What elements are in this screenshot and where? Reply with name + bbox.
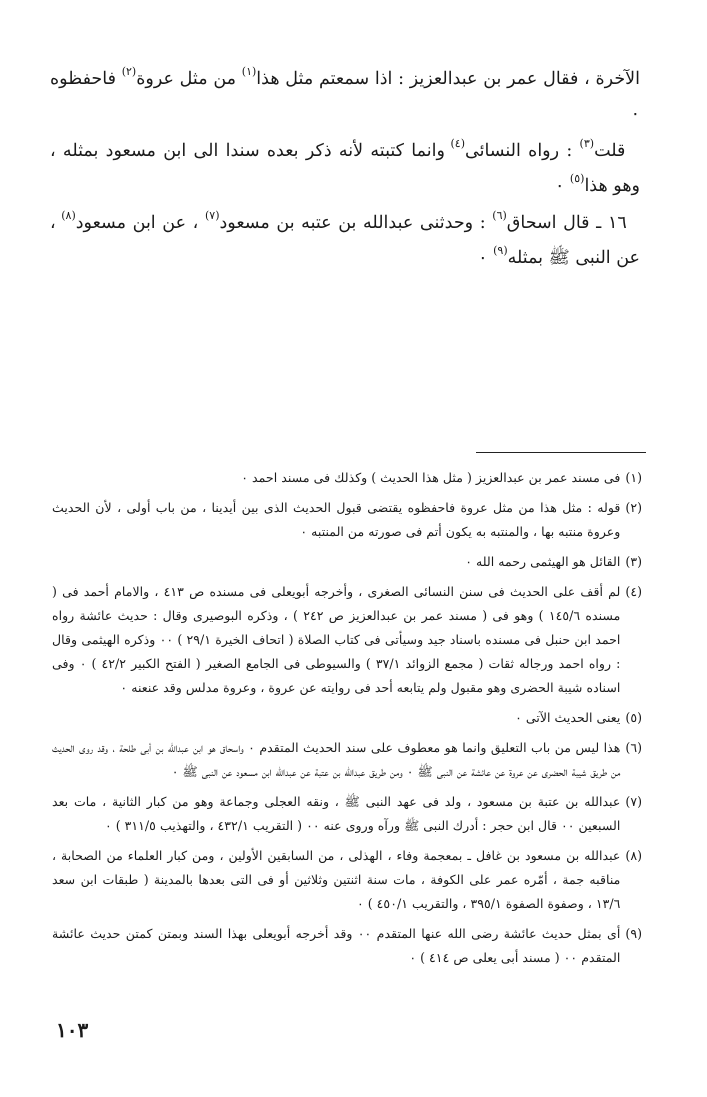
main-text-span: : رواه النسائى — [464, 141, 580, 161]
page-number: ١٠٣ — [56, 1018, 89, 1042]
footnote-number: (٦) — [625, 740, 642, 755]
main-text-span: من مثل عروة — [136, 69, 242, 89]
footnote-text: عبدالله بن عتبة بن مسعود ، ولد فى عهد النبى ﷺ ، ونقه العجلى وجماعة وهو من كبار الثانية ، مات بعد السبعين ٠٠ قال ابن حجر : أدرك النبى ﷺ ورآه وروى عنه ٠٠ ( التقريب ٤٣٢/١ ، والتهذيب ٣١١/٥ ) ٠ — [52, 794, 621, 833]
footnote-number: (٢) — [625, 500, 642, 515]
footnote-ref[interactable]: (٢) — [121, 65, 137, 79]
main-text-span: : وحدثنى عبدالله بن عتبه بن مسعود — [219, 213, 493, 233]
footnote-9 — [52, 922, 642, 970]
footnote-1 — [52, 466, 642, 490]
footnote-separator — [476, 452, 646, 453]
footnote-ref[interactable]: (٥) — [569, 172, 585, 186]
main-text-span: ٠ — [554, 176, 570, 196]
footnote-text: القائل هو الهيثمى رحمه الله ٠ — [465, 554, 621, 569]
footnote-number: (٣) — [625, 554, 642, 569]
footnote-number: (٨) — [625, 848, 642, 863]
footnote-ref[interactable]: (٨) — [61, 209, 76, 223]
main-paragraph-2 — [50, 134, 640, 204]
footnote-ref[interactable]: (٣) — [579, 137, 595, 151]
footnote-text: يعنى الحديث الآتى ٠ — [515, 710, 621, 725]
footnote-ref[interactable]: (٩) — [493, 244, 508, 258]
footnote-number: (٥) — [625, 710, 642, 725]
footnote-text: عبدالله بن مسعود بن غافل ـ بمعجمة وفاء ، الهذلى ، من السابقين الأولين ، ومن كبار العلماء من الصحابة ، مناقبه جمة ، أمّره عمر على الكوفة ، مات سنة اثنتين وثلاثين أو فى التى بعدها بالمدينة ( طبقات ابن سعد ١٣/٦ ، وصفوة الصفوة ٣٩٥/١ ، والتقريب ٤٥٠/١ ) ٠ — [52, 848, 621, 911]
footnote-ref[interactable]: (٤) — [450, 137, 465, 151]
footnote-text: قوله : مثل هذا من مثل عروة فاحفظوه يقتضى قبول الحديث الذى بين أيدينا ، من باب أولى ، لأن الحديث وعروة منتبه بها ، والمنتبه به يكون أتم فى صورته من المنتبه ٠ — [52, 500, 621, 539]
footnote-ref[interactable]: (٦) — [492, 209, 507, 223]
footnote-text: هذا ليس من باب التعليق وانما هو معطوف على سند الحديث المتقدم ٠ واسحاق هو ابن عبدالله بن أبى طلحة ، وقد روى الحديث من طريق شيبة الحضرى عن عروة عن عائشة عن النبى ﷺ ٠ ومن طريق عبدالله بن عتبة عن عبدالله ابن مسعود عن النبى ﷺ ٠ — [52, 740, 621, 779]
main-paragraph-1 — [50, 62, 640, 132]
main-text-span: وانما كتبته لأنه ذكر بعده سندا الى ابن مسعود بمثله ، وهو هذا — [50, 141, 640, 196]
footnote-text: أى بمثل حديث عائشة رضى الله عنها المتقدم ٠٠ وقد أخرجه أبويعلى بهذا السند وبمتن كمتن حديث عائشة المتقدم ٠٠ ( مسند أبى يعلى ص ٤١٤ ) ٠ — [52, 926, 621, 965]
main-text-span: فاحفظوه ٠ — [50, 69, 640, 124]
footnote-number: (٤) — [625, 584, 642, 599]
footnote-number: (٩) — [625, 926, 642, 941]
footnote-2 — [52, 496, 642, 544]
footnote-number: (٧) — [625, 794, 642, 809]
main-text-span: قلت — [594, 141, 626, 161]
main-text-span: ١٦ ـ قال اسحاق — [506, 213, 627, 233]
main-text — [50, 62, 640, 276]
footnotes — [52, 466, 642, 976]
footnote-number: (١) — [625, 470, 642, 485]
footnote-ref[interactable]: (١) — [241, 65, 257, 79]
main-text-span: ، عن ابن مسعود — [75, 213, 205, 233]
footnote-3 — [52, 550, 642, 574]
main-text-span: ، عن النبى ﷺ بمثله — [50, 213, 640, 268]
footnote-text: فى مسند عمر بن عبدالعزيز ( مثل هذا الحديث ) وكذلك فى مسند احمد ٠ — [241, 470, 621, 485]
footnote-7 — [52, 790, 642, 838]
footnote-ref[interactable]: (٧) — [204, 209, 220, 223]
footnote-8 — [52, 844, 642, 916]
footnote-6 — [52, 736, 642, 784]
main-text-span: ٠ — [478, 248, 494, 268]
main-paragraph-3 — [50, 206, 640, 276]
footnote-4 — [52, 580, 642, 700]
footnote-5 — [52, 706, 642, 730]
footnote-text: لم أقف على الحديث فى سنن النسائى الصغرى ، وأخرجه أبويعلى فى مسنده ص ٤١٣ ، والامام أحمد فى ( مسنده ١٤٥/٦ ) وهو فى ( مسند عمر بن عبدالعزيز ص ٢٤٢ ) ، وذكره البوصيرى وقال : حديث عائشة رواه احمد ابن حنبل فى مسنده باسناد جيد وسيأتى فى كتاب الصلاة ( اتحاف الخيرة ٢٩/١ ) ٠٠ وذكره الهيثمى وقال : رواه احمد ورجاله ثقات ( مجمع الزوائد ٣٧/١ ) والسيوطى فى الجامع الصغير ( الفتح الكبير ٤٢/٢ ) ٠ وفى اسناده شيبة الحضرى وهو مقبول ولم يتابعه أحد فى روايته عن عروة ، وعروة مدلس وقد عنعنه ٠ — [52, 584, 621, 695]
main-text-span: الآخرة ، فقال عمر بن عبدالعزيز : اذا سمعتم مثل هذا — [256, 69, 640, 89]
